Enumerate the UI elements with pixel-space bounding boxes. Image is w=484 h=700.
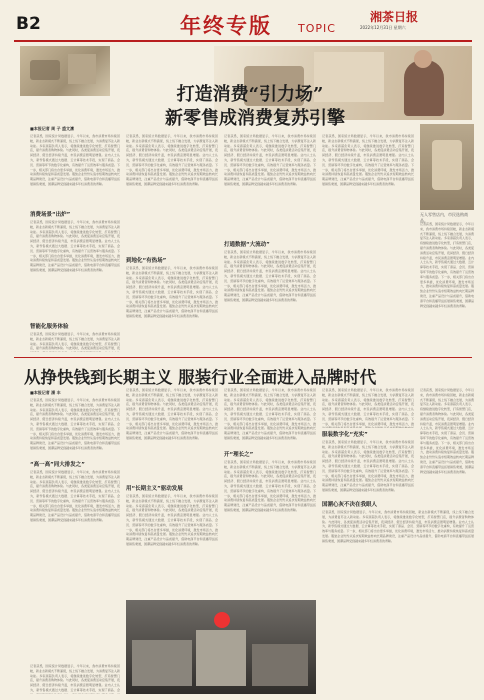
side-photo: [420, 124, 474, 210]
section-title: 年终专版: [180, 13, 272, 38]
bottom-subhead-1: “高一高”同大排发之”: [30, 462, 85, 468]
article-text: 记者获悉，国家统计局数据显示，今年以来，我市消费市场持续回暖，新业态新模式不断涌现，线上线下融合发展，为消费复苏注入新动能。多家商超负责人表示，将继续推进数字化转型，打造智慧门店，提升消费者购物体验。与此同时，各类促消费活动密集开展，夜间经济、假日经济持续升温，市民消费意愿明显增强。业内人士认为，新零售模式通过大数据、云计算等技术手段，实现了商品、会: [30, 664, 120, 692]
section-english-label: TOPIC: [298, 22, 336, 35]
article-text: 记者获悉，国家统计局数据显示，今年以来，我市消费市场持续回暖，新业态新模式不断涌现，线上线下融合发展，为消费复苏注入新动能。多家商超负责人表示，将继续推进数字化转型，打造智慧门店，提升消费者购物体验。与此同时，各类促消费活动密集开展，夜间经济、假日经济持续升温，市民消费意愿明显增强。业内人士认为，新零售模式通过大数据、云计算等技术手段，实现了商品、会员、营销等环节的数字化重构，有效提升了运营效率与服务质量。下一步，相关部门将出台更多举措，优化消费环境，激发市场活力，推动消费持续恢复和高质量发展。服装企业纷纷从追求短期效益转向长期品牌建设，注重产品设计与品质提升，借助电商平台和直播带货拓展销售渠道，国潮品牌受到越来越多年轻消费者的青睐。: [224, 388, 316, 440]
subhead-1: 消费场景“出炉”: [30, 212, 71, 218]
article-text: 记者获悉，国家统计局数据显示，今年以来，我市消费市场持续回暖，新业态新模式不断涌现，线上线下融合发展，为消费复苏注入新动能。多家商超负责人表示，将继续推进数字化转型，打造智慧门店，提升消费者购物体验。与此同时，各类促消费活动密集开展，夜间经济、假日经济持续升温，市民消费意愿明显增强。业内人士认为，新零售模式通过大数据、云计算等技术手段，实现了商品、会员、营销等环节的数字化重构，有效提升了运营效率与服务质量。下一步，相关部门将出台更多举措，优化消费环境，激发市场活力，推动消费持续恢复和高质量发展。服装企业纷纷从追求短期效益转向长期品牌建设，注重产品设计与品质提升，借助电商平台和直播带货拓展销售渠道，国潮品牌受到越来越多年轻消费者的青睐。: [322, 440, 414, 492]
header-rule: [14, 40, 472, 42]
article-text: 记者获悉，国家统计局数据显示，今年以来，我市消费市场持续回暖，新业态新模式不断涌现，线上线下融合发展，为消费复苏注入新动能。多家商超负责人表示，将继续推进数字化转型，打造智慧门店，提升消费者购物体验。与此同时，各类促消费活动密集开展，夜间经济、假日经济持续升温，市民消费意愿明显增强。业内人士认为，新零售模式通过大数据、云计算等技术手段，实现了商品、会员、营销等环节的数字化重构，有效提升了运营效率与服务质量。下一步，相关部门将出台更多举措，优化消费环境，激发市场活力，推动消费持续恢复和高质量发展。服装企业纷纷从追求短期效益转向长期品牌建设，注重产品设计与品质提升，借助电商平台和直播带货拓展销售渠道，国潮品牌受到越来越多年轻消费者的青睐。: [30, 220, 120, 272]
article-text: 记者获悉，国家统计局数据显示，今年以来，我市消费市场持续回暖，新业态新模式不断涌现，线上线下融合发展，为消费复苏注入新动能。多家商超负责人表示，将继续推进数字化转型，打造智慧门店，提升消费者购物体验。与此同时，各类促消费活动密集开展，夜间经济、假日经济持续升温，市民消费意愿明显增强。业内人士认为，新零售模式通过大数据、云计算等技术手段，实现了商品、会员、营销等环节的数字化重构，有效提升了运营效率与服务质量。下一步，相关部门将出台更多举措，优化消费环境，激发市场活力，推动消费持续恢复和高质量发展。服装企业纷纷从追求短期效益转向长期品牌建设，注重产品设计与品质提升，借助电商平台和直播带货拓展销售渠道，国潮品牌受到越来越多年轻消费者的青睐。: [30, 470, 120, 522]
section-divider: [14, 357, 472, 358]
bottom-subhead-5: 国潮心灰不决在我眼人: [322, 502, 378, 508]
top-headline-line2: 新零售成消费复苏引擎: [165, 108, 345, 129]
newspaper-name: 湘茶日报: [370, 10, 419, 24]
subhead-2: 智能化服务体验: [30, 324, 69, 330]
article-text: 记者获悉，国家统计局数据显示，今年以来，我市消费市场持续回暖，新业态新模式不断涌现，线上线下融合发展，为消费复苏注入新动能。多家商超负责人表示，将继续推进数字化转型，打造智慧门店，提升消费者购物体验。与此同时，各类促消费活动密集开展，夜间经济、假日经济持续升温，市民消费意愿明显增强。业内人士认为，新零售模式通过大数据、云计算等技术手段，实现了商品、会员、营销等环节的数字化重构，有效提升了运营效率与服务质量。下一步，相关部门将出台更多举措，优化消费环境，激发市场活力，推动消费持续恢复和高质量发展。服装企业纷纷从追求短期效益转向长期品牌建设，注重产品设计与品质提升，借助电商平台和直播带货拓展销售渠道，国潮品牌受到越来越多年轻消费者的青睐。: [126, 266, 218, 318]
article-text: 记者获悉，国家统计局数据显示，今年以来，我市消费市场持续回暖，新业态新模式不断涌现，线上线下融合发展，为消费复苏注入新动能。多家商超负责人表示，将继续推进数字化转型，打造智慧门店，提升消费者购物体验。与此同时，各类促消费活动密集开展，夜间经济、假日经济持续升温，市民消费意愿明显增强。业内人士认为，新零售模式通过大数据、云计算等技术手段，实现了商品、会员、营销等环节的数字化重构，有效提升了运营效率与服务质量。下一步，相关部门将出台更多举措，优化消费环境，激发市场活力，推动消费持续恢复和高质量发展。服装企业纷纷从追求短期效益转向长期品牌建设，注重产品设计与品质提升，借助电商平台和直播带货拓展销售渠道，国潮品牌受到越来越多年轻消费者的青睐。: [322, 510, 474, 543]
subhead-4: 打通数据“大流动”: [224, 242, 270, 248]
page-number: B2: [16, 14, 41, 34]
article-text: 记者获悉，国家统计局数据显示，今年以来，我市消费市场持续回暖，新业态新模式不断涌现，线上线下融合发展，为消费复苏注入新动能。多家商超负责人表示，将继续推进数字化转型，打造智慧门店，提升消费者购物体验。与此同时，各类促消费活动密集开展，夜间经济、假日经济持续升温，市民消费意愿明显增强。业内人士认为，新零售模式通过大数据、云计算等技术手段，实现了商品、会员、营销等环节的数字化重构，有效提升了运营效率与服务质量。下一步，相关部门将出台更多举措，优化消费环境，激发市场活力，推动消费持续恢复和高质量发展。服装企业纷纷从追求短期效益转向长期品牌建设，注重产品设计与品质提升，借助电商平台和直播带货拓展销售渠道，国潮品牌受到越来越多年轻消费者的青睐。: [30, 134, 120, 186]
article-text: 记者获悉，国家统计局数据显示，今年以来，我市消费市场持续回暖，新业态新模式不断涌现，线上线下融合发展，为消费复苏注入新动能。多家商超负责人表示，将继续推进数字化转型，打造智慧门店，提升消费者购物体验。与此同时，各类促消费活动密集开展，夜间经济、假日经济持续升温，市民消费意愿明显增强。业内人士认为，新零售模式通过大数据、云计算等技术手段，实现了商品、会员、营销等环节的数字化重构，有效提升了运营效率与服务质量。下一步，相关部门将出台更多举措，优化消费环境，激发市场活力，推动消费持续恢复和高质量发展。服装企业纷纷从追求短期效益转向长期品牌建设，注重产品设计与品质提升，借助电商平台和直播带货拓展销售渠道，国潮品牌受到越来越多年轻消费者的青睐。: [30, 398, 120, 450]
article-text: 记者获悉，国家统计局数据显示，今年以来，我市消费市场持续回暖，新业态新模式不断涌现，线上线下融合发展，为消费复苏注入新动能。多家商超负责人表示，将继续推进数字化转型，打造智慧门店，提升消费者购物体验。与此同时，各类促消费活动密集开展，夜间经济、假日经济持续升温，市民消费意愿明显增强。业内人士认为，新零售模式通过大数据、云计算等技术手段，实现了商品、会员、营销等环节的数字化重构，有效提升了运营效率与服务质量。下一步，相关部门将出台更多举措，优化消费环境，激发市场活力，推: [322, 388, 414, 426]
article-text: 记者获悉，国家统计局数据显示，今年以来，我市消费市场持续回暖，新业态新模式不断涌现，线上线下融合发展，为消费复苏注入新动能。多家商超负责人表示，将继续推进数字化转型，打造智慧门店，提升消费者购物体验。与此同时，各类促消费活动密集开展，夜: [30, 332, 120, 351]
bottom-subhead-3: 开“理长之”: [224, 452, 254, 458]
bottom-subhead-2: 用“长期主义”驱动发展: [126, 486, 183, 492]
bottom-headline: 从挣快钱到长期主义 服装行业全面进入品牌时代: [24, 368, 377, 387]
top-byline: ■本报记者 周 子 盛文凛: [30, 126, 74, 131]
article-text: 记者获悉，国家统计局数据显示，今年以来，我市消费市场持续回暖，新业态新模式不断涌现，线上线下融合发展，为消费复苏注入新动能。多家商超负责人表示，将继续推进数字化转型，打造智慧门店，提升消费者购物体验。与此同时，各类促消费活动密集开展，夜间经济、假日经济持续升温，市民消费意愿明显增强。业内人士认为，新零售模式通过大数据、云计算等技术手段，实现了商品、会员、营销等环节的数字化重构，有效提升了运营效率与服务质量。下一步，相关部门将出台更多举措，优化消费环境，激发市场活力，推动消费持续恢复和高质量发展。服装企业纷纷从追求短期效益转向长期品牌建设，注重产品设计与品质提升，借助电商平台和直播带货拓展销售渠道，国潮品牌受到越来越多年轻消费者的青睐。: [126, 134, 218, 186]
bottom-photo: [126, 600, 316, 694]
subhead-3: 到地化“有热场”: [126, 258, 167, 264]
top-headline-line1: 打造消费“引力场”: [176, 84, 324, 105]
article-text: 记者获悉，国家统计局数据显示，今年以来，我市消费市场持续回暖，新业态新模式不断涌现，线上线下融合发展，为消费复苏注入新动能。多家商超负责人表示，将继续推进数字化转型，打造智慧门店，提升消费者购物体验。与此同时，各类促消费活动密集开展，夜间经济、假日经济持续升温，市民消费意愿明显增强。业内人士认为，新零售模式通过大数据、云计算等技术手段，实现了商品、会员、营销等环节的数字化重构，有效提升了运营效率与服务质量。下一步，相关部门将出台更多举措，优化消费环境，激发市场活力，推动消费持续恢复和高质量发展。服装企业纷纷从追求短期效益转向长期品牌建设，注重产品设计与品质提升，借助电商平台和直播带货拓展销售渠道，国潮品牌受到越来越多年轻消费者的青睐。: [126, 388, 218, 440]
article-text: 记者获悉，国家统计局数据显示，今年以来，我市消费市场持续回暖，新业态新模式不断涌现，线上线下融合发展，为消费复苏注入新动能。多家商超负责人表示，将继续推进数字化转型，打造智慧门店，提升消费者购物体验。与此同时，各类促消费活动密集开展，夜间经济、假日经济持续升温，市民消费意愿明显增强。业内人士认为，新零售模式通过大数据、云计算等技术手段，实现了商品、会员、营销等环节的数字化重构，有效提升了运营效率与服务质量。下一步，相关部门将出台更多举措，优化消费环境，激发市场活力，推动消费持续恢复和高质量发展。服装企业纷纷从追求短期效益转向长期品牌建设，注重产品设计与品质提升，借助电商平台和直播带货拓展销售渠道，国潮品牌受到越来越多年轻消费者的青睐。: [420, 388, 474, 474]
article-text: 记者获悉，国家统计局数据显示，今年以来，我市消费市场持续回暖，新业态新模式不断涌现，线上线下融合发展，为消费复苏注入新动能。多家商超负责人表示，将继续推进数字化转型，打造智慧门店，提升消费者购物体验。与此同时，各类促消费活动密集开展，夜间经济、假日经济持续升温，市民消费意愿明显增强。业内人士认为，新零售模式通过大数据、云计算等技术手段，实现了商品、会员、营销等环节的数字化重构，有效提升了运营效率与服务质量。下一步，相关部门将出台更多举措，优化消费环境，激发市场活力，推动消费持续恢复和高质量发展。服装企业纷纷从追求短期效益转向长期品牌建设，注重产品设计与品质提升，借助电商平台和直播带货拓展销售渠道，国潮品牌受到越来越多年轻消费者的青睐。: [224, 250, 316, 302]
article-text: 记者获悉，国家统计局数据显示，今年以来，我市消费市场持续回暖，新业态新模式不断涌现，线上线下融合发展，为消费复苏注入新动能。多家商超负责人表示，将继续推进数字化转型，打造智慧门店，提升消费者购物体验。与此同时，各类促消费活动密集开展，夜间经济、假日经济持续升温，市民消费意愿明显增强。业内人士认为，新零售模式通过大数据、云计算等技术手段，实现了商品、会员、营销等环节的数字化重构，有效提升了运营效率与服务质量。下一步，相关部门将出台更多举措，优化消费环境，激发市场活力，推动消费持续恢复和高质量发展。服装企业纷纷从追求短期效益转向长期品牌建设，注重产品设计与品质提升，借助电商平台和直播带货拓展销售渠道，国潮品牌受到越来越多年轻消费者的青睐。: [420, 222, 474, 308]
photo-caption: 无人零售店内，市民选购商品。: [420, 212, 468, 223]
date-line: 2022年12月31日 星期六: [360, 25, 406, 30]
article-text: 记者获悉，国家统计局数据显示，今年以来，我市消费市场持续回暖，新业态新模式不断涌现，线上线下融合发展，为消费复苏注入新动能。多家商超负责人表示，将继续推进数字化转型，打造智慧门店，提升消费者购物体验。与此同时，各类促消费活动密集开展，夜间经济、假日经济持续升温，市民消费意愿明显增强。业内人士认为，新零售模式通过大数据、云计算等技术手段，实现了商品、会员、营销等环节的数字化重构，有效提升了运营效率与服务质量。下一步，相关部门将出台更多举措，优化消费环境，激发市场活力，推动消费持续恢复和高质量发展。服装企业纷纷从追求短期效益转向长期品牌建设，注重产品设计与品质提升，借助电商平台和直播带货拓展销售渠道，国潮品牌受到越来越多年轻消费者的青睐。: [224, 134, 316, 186]
article-text: 记者获悉，国家统计局数据显示，今年以来，我市消费市场持续回暖，新业态新模式不断涌现，线上线下融合发展，为消费复苏注入新动能。多家商超负责人表示，将继续推进数字化转型，打造智慧门店，提升消费者购物体验。与此同时，各类促消费活动密集开展，夜间经济、假日经济持续升温，市民消费意愿明显增强。业内人士认为，新零售模式通过大数据、云计算等技术手段，实现了商品、会员、营销等环节的数字化重构，有效提升了运营效率与服务质量。下一步，相关部门将出台更多举措，优化消费环境，激发市场活力，推动消费持续恢复和高质量发展。服装企业纷纷从追求短期效益转向长期品牌建设，注重产品设计与品质提升，借助电商平台和直播带货拓展销售渠道，国潮品牌受到越来越多年轻消费者的青睐。: [322, 134, 414, 186]
bottom-byline: ■本报记者 潘 丰: [30, 390, 61, 395]
masthead: [0, 0, 484, 40]
bottom-subhead-4: 服装数字化“充实”: [322, 432, 368, 438]
article-text: 记者获悉，国家统计局数据显示，今年以来，我市消费市场持续回暖，新业态新模式不断涌现，线上线下融合发展，为消费复苏注入新动能。多家商超负责人表示，将继续推进数字化转型，打造智慧门店，提升消费者购物体验。与此同时，各类促消费活动密集开展，夜间经济、假日经济持续升温，市民消费意愿明显增强。业内人士认为，新零售模式通过大数据、云计算等技术手段，实现了商品、会员、营销等环节的数字化重构，有效提升了运营效率与服务质量。下一步，相关部门将出台更多举措，优化消费环境，激发市场活力，推动消费持续恢复和高质量发展。服装企业纷纷从追求短期效益转向长期品牌建设，注重产品设计与品质提升，借助电商平台和直播带货拓展销售渠道，国潮品牌受到越来越多年轻消费者的青睐。: [224, 460, 316, 512]
article-text: 记者获悉，国家统计局数据显示，今年以来，我市消费市场持续回暖，新业态新模式不断涌现，线上线下融合发展，为消费复苏注入新动能。多家商超负责人表示，将继续推进数字化转型，打造智慧门店，提升消费者购物体验。与此同时，各类促消费活动密集开展，夜间经济、假日经济持续升温，市民消费意愿明显增强。业内人士认为，新零售模式通过大数据、云计算等技术手段，实现了商品、会员、营销等环节的数字化重构，有效提升了运营效率与服务质量。下一步，相关部门将出台更多举措，优化消费环境，激发市场活力，推动消费持续恢复和高质量发展。服装企业纷纷从追求短期效益转向长期品牌建设，注重产品设计与品质提升，借助电商平台和直播带货拓展销售渠道，国潮品牌受到越来越多年轻消费者的青睐。: [126, 494, 218, 546]
top-left-photo: [20, 46, 110, 96]
